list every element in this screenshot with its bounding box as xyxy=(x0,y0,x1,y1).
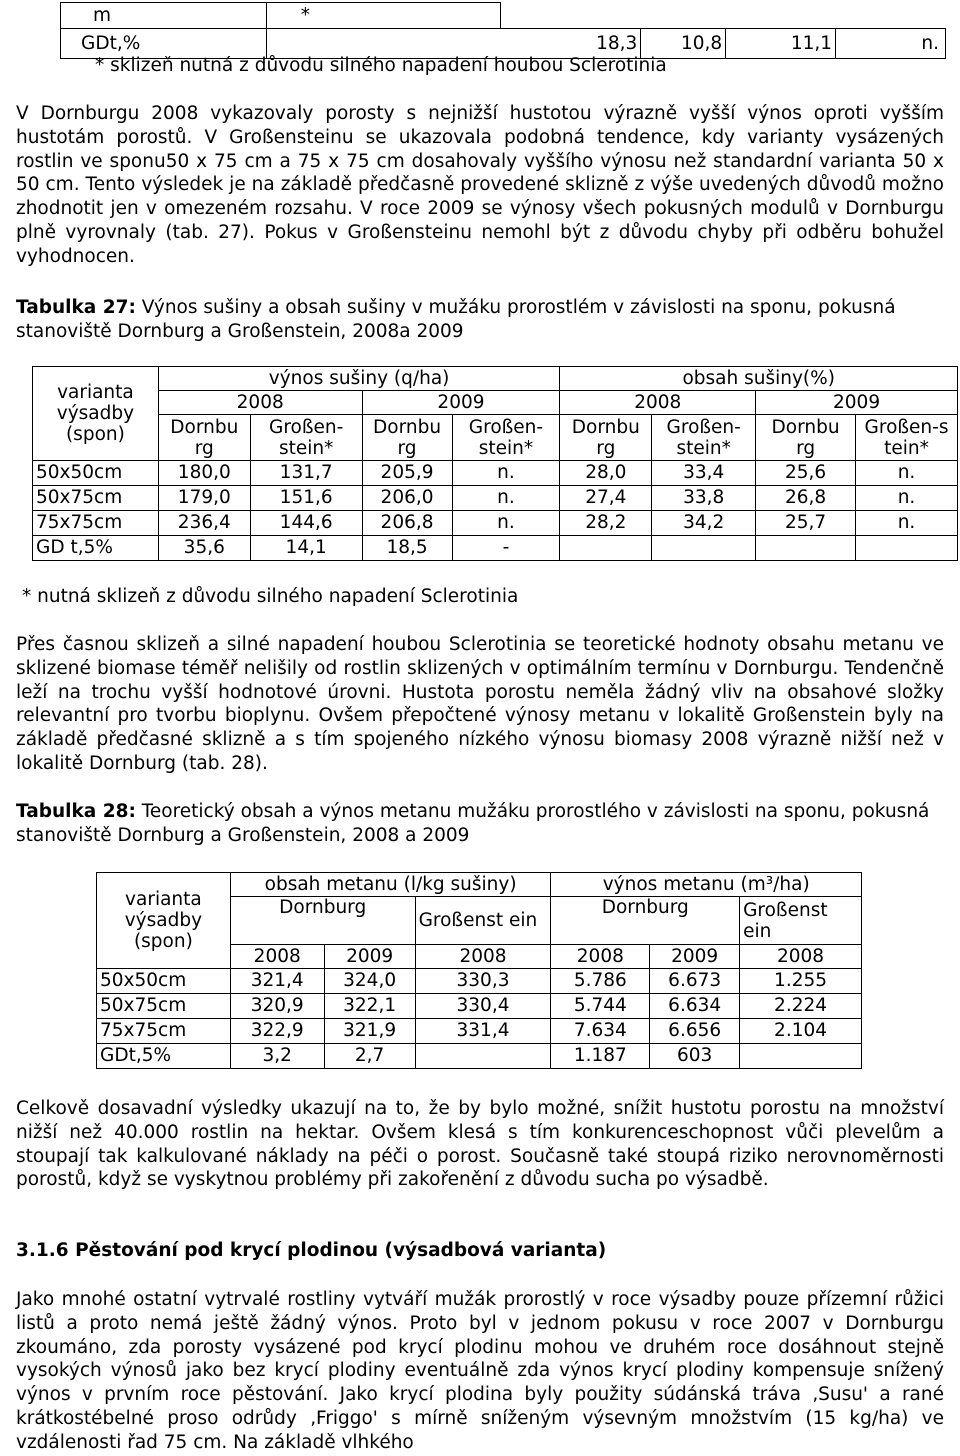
table-cell: 5.786 xyxy=(551,969,650,994)
table-cell: 33,8 xyxy=(652,486,756,511)
paragraph-3: Celkově dosavadní výsledky ukazují na to, že by bylo možné, snížit hustotu porostu na množství nižší než 40.000 rostlin na hektar. Ovšem klesá s tím konkurenceschopnost vůči plevelům a stoupají tak kalkulované náklady na péči o porost. Současně také stoupá riziko nerovnoměrnosti porostů, když se vyskytnou problémy při zakořenění z důvodu sucha po výsadbě. xyxy=(16,1098,944,1191)
table-28-subheader: Dornburg xyxy=(230,897,415,945)
table-cell: 7.634 xyxy=(551,1019,650,1044)
table-28-year: 2008 xyxy=(230,945,324,969)
table-27-subheader: Großen-s tein* xyxy=(856,415,958,461)
table-cell: 2.104 xyxy=(740,1019,862,1044)
table-28-subheader: Großenst ein xyxy=(415,897,551,945)
table-cell: 28,2 xyxy=(560,511,652,536)
table-cell: n. xyxy=(856,511,958,536)
table-cell: 144,6 xyxy=(250,511,362,536)
table-cell: 331,4 xyxy=(415,1019,551,1044)
table-27-subheader: Dornbu rg xyxy=(756,415,856,461)
table-27-subheader: Großen- stein* xyxy=(652,415,756,461)
top-table-cell: 10,8 xyxy=(641,29,726,59)
table-cell: 6.673 xyxy=(650,969,740,994)
table-27-label: Tabulka 27: xyxy=(16,297,136,318)
row-label-cell: GD t,5% xyxy=(33,536,159,561)
table-cell: 35,6 xyxy=(158,536,250,561)
table-cell: 322,9 xyxy=(230,1019,324,1044)
table-cell: 28,0 xyxy=(560,461,652,486)
table-cell xyxy=(756,536,856,561)
table-cell xyxy=(856,536,958,561)
table-cell: 205,9 xyxy=(362,461,452,486)
table-28-year: 2009 xyxy=(324,945,415,969)
top-table-cell: * xyxy=(266,3,501,29)
table-row xyxy=(33,486,958,511)
table-27-corner: varianta výsadby (spon) xyxy=(33,367,159,461)
table-28-year: 2008 xyxy=(740,945,862,969)
table-27-note: * nutná sklizeň z důvodu silného napadení Sclerotinia xyxy=(22,586,519,607)
table-28-year: 2008 xyxy=(415,945,551,969)
paragraph-4: Jako mnohé ostatní vytrvalé rostliny vytváří mužák prorostlý v roce výsadby pouze přízemní růžici listů a proto nemá ještě žádný výnos. Proto byl v jednom pokusu v roce 2007 v Dornburgu zkoumáno, zda porosty vysázené pod krycí plodinu mohou ve druhém roce dosáhnout stejně vysokých výnosů jako bez krycí plodiny eventuálně zda výnos krycí plodiny kompensuje snížený výnos v prvním roce pěstování. Jako krycí plodina byly použity súdánská tráva ‚Susu' a rané krátkostébelné proso odrůdy ‚Friggo' s mírně sníženým výsevným množstvím (15 kg/ha) ve vzdálenosti řad 75 cm. Na základě vlhkého xyxy=(16,1289,944,1453)
table-cell: 330,4 xyxy=(415,994,551,1019)
table-cell: n. xyxy=(856,486,958,511)
table-27-year: 2008 xyxy=(158,391,362,415)
table-cell: 33,4 xyxy=(652,461,756,486)
table-28 xyxy=(96,872,862,1069)
table-cell xyxy=(652,536,756,561)
table-cell: 2.224 xyxy=(740,994,862,1019)
table-27-caption-text: Výnos sušiny a obsah sušiny v mužáku prorostlém v závislosti na sponu, pokusná stanoviště Dornburg a Großenstein, 2008a 2009 xyxy=(16,297,896,342)
table-cell: 25,7 xyxy=(756,511,856,536)
table-cell: 26,8 xyxy=(756,486,856,511)
top-table-cell: 18,3 xyxy=(501,29,641,59)
table-27-caption xyxy=(16,296,944,344)
table-cell: 131,7 xyxy=(250,461,362,486)
table-cell: 1.187 xyxy=(551,1044,650,1069)
table-cell: 25,6 xyxy=(756,461,856,486)
table-28-subheader: Großenst ein xyxy=(740,897,862,945)
table-27-year: 2009 xyxy=(362,391,560,415)
row-label-cell: 50x50cm xyxy=(33,461,159,486)
table-28-year: 2008 xyxy=(551,945,650,969)
table-cell: 206,0 xyxy=(362,486,452,511)
top-table-cell: n. xyxy=(836,29,946,59)
table-row xyxy=(33,511,958,536)
table-cell: 324,0 xyxy=(324,969,415,994)
row-label-cell: 50x50cm xyxy=(97,969,231,994)
table-27 xyxy=(32,366,958,561)
table-cell: 330,3 xyxy=(415,969,551,994)
table-27-subheader: Dornbu rg xyxy=(362,415,452,461)
table-cell: 6.634 xyxy=(650,994,740,1019)
top-table-note: * sklizeň nutná z důvodu silného napadení houbou Sclerotinia xyxy=(95,55,667,76)
table-27-year: 2008 xyxy=(560,391,756,415)
table-27-subheader: Großen- stein* xyxy=(250,415,362,461)
table-cell: 321,4 xyxy=(230,969,324,994)
table-cell: 321,9 xyxy=(324,1019,415,1044)
table-cell: 320,9 xyxy=(230,994,324,1019)
table-cell: 6.656 xyxy=(650,1019,740,1044)
table-28-caption xyxy=(16,800,944,848)
row-label-cell: GDt,5% xyxy=(97,1044,231,1069)
table-27-subheader: Dornbu rg xyxy=(158,415,250,461)
table-28-year: 2009 xyxy=(650,945,740,969)
table-28-group-header: výnos metanu (m³/ha) xyxy=(551,873,862,897)
table-27-year: 2009 xyxy=(756,391,958,415)
table-cell: 322,1 xyxy=(324,994,415,1019)
table-28-caption-text: Teoretický obsah a výnos metanu mužáku prorostlého v závislosti na sponu, pokusná stanoviště Dornburg a Großenstein, 2008 a 2009 xyxy=(16,801,930,846)
table-row xyxy=(33,461,958,486)
top-table-cell: GDt,% xyxy=(61,29,267,59)
table-cell xyxy=(560,536,652,561)
row-label-cell: 50x75cm xyxy=(97,994,231,1019)
table-row xyxy=(97,994,862,1019)
table-27-subheader: Dornbu rg xyxy=(560,415,652,461)
table-row xyxy=(97,1019,862,1044)
table-row xyxy=(97,1044,862,1069)
table-cell: n. xyxy=(452,511,560,536)
table-27-group-header: obsah sušiny(%) xyxy=(560,367,958,391)
table-cell: n. xyxy=(452,461,560,486)
top-table-fragment xyxy=(60,2,946,59)
table-cell: - xyxy=(452,536,560,561)
table-cell: 34,2 xyxy=(652,511,756,536)
top-table-cell: m xyxy=(61,3,267,29)
table-cell: 14,1 xyxy=(250,536,362,561)
table-cell: 179,0 xyxy=(158,486,250,511)
paragraph-1: V Dornburgu 2008 vykazovaly porosty s nejnižší hustotou výrazně vyšší výnos oproti vyšším hustotám porostů. V Großensteinu se ukazovala podobná tendence, kdy varianty vysázených rostlin ve sponu50 x 75 cm a 75 x 75 cm dosahovaly vyššího výnosu než standardní varianta 50 x 50 cm. Tento výsledek je na základě předčasně provedené sklizně z výše uvedených důvodů možno zhodnotit jen v omezeném rozsahu. V roce 2009 se výnosy všech pokusných modulů v Dornburgu plně vyrovnaly (tab. 27). Pokus v Großensteinu nemohl být z důvodu chyby při odběru bohužel vyhodnocen. xyxy=(16,103,944,267)
table-cell: 18,5 xyxy=(362,536,452,561)
table-cell xyxy=(415,1044,551,1069)
table-28-subheader: Dornburg xyxy=(551,897,740,945)
row-label-cell: 75x75cm xyxy=(97,1019,231,1044)
table-cell: 5.744 xyxy=(551,994,650,1019)
table-cell: 236,4 xyxy=(158,511,250,536)
table-cell: 180,0 xyxy=(158,461,250,486)
paragraph-2: Přes časnou sklizeň a silné napadení houbou Sclerotinia se teoretické hodnoty obsahu metanu ve sklizené biomase téměř nelišily od rostlin sklizených v optimálním termínu v Dornburgu. Tendenčně leží na trochu vyšší hodnotové úrovni. Hustota porostu neměla žádný vliv na obsahové složky relevantní pro tvorbu bioplynu. Ovšem přepočtené výnosy metanu v lokalitě Großenstein byly na základě předčasné sklizně a s tím spojeného nízkého výnosu biomasy 2008 výrazně nižší než v lokalitě Dornburg (tab. 28). xyxy=(16,634,944,774)
table-cell: 151,6 xyxy=(250,486,362,511)
section-heading: 3.1.6 Pěstování pod krycí plodinou (výsadbová varianta) xyxy=(16,1240,607,1261)
table-27-subheader: Großen- stein* xyxy=(452,415,560,461)
top-table-cell: 11,1 xyxy=(726,29,836,59)
table-cell xyxy=(740,1044,862,1069)
table-cell: 1.255 xyxy=(740,969,862,994)
table-row xyxy=(97,969,862,994)
table-cell: 3,2 xyxy=(230,1044,324,1069)
table-cell: n. xyxy=(452,486,560,511)
table-27-group-header: výnos sušiny (q/ha) xyxy=(158,367,560,391)
table-28-label: Tabulka 28: xyxy=(16,801,136,822)
table-cell: 206,8 xyxy=(362,511,452,536)
row-label-cell: 75x75cm xyxy=(33,511,159,536)
table-cell: 2,7 xyxy=(324,1044,415,1069)
table-cell: 27,4 xyxy=(560,486,652,511)
table-row xyxy=(33,536,958,561)
table-28-group-header: obsah metanu (l/kg sušiny) xyxy=(230,873,551,897)
table-28-corner: varianta výsadby (spon) xyxy=(97,873,231,969)
table-cell: n. xyxy=(856,461,958,486)
row-label-cell: 50x75cm xyxy=(33,486,159,511)
table-cell: 603 xyxy=(650,1044,740,1069)
